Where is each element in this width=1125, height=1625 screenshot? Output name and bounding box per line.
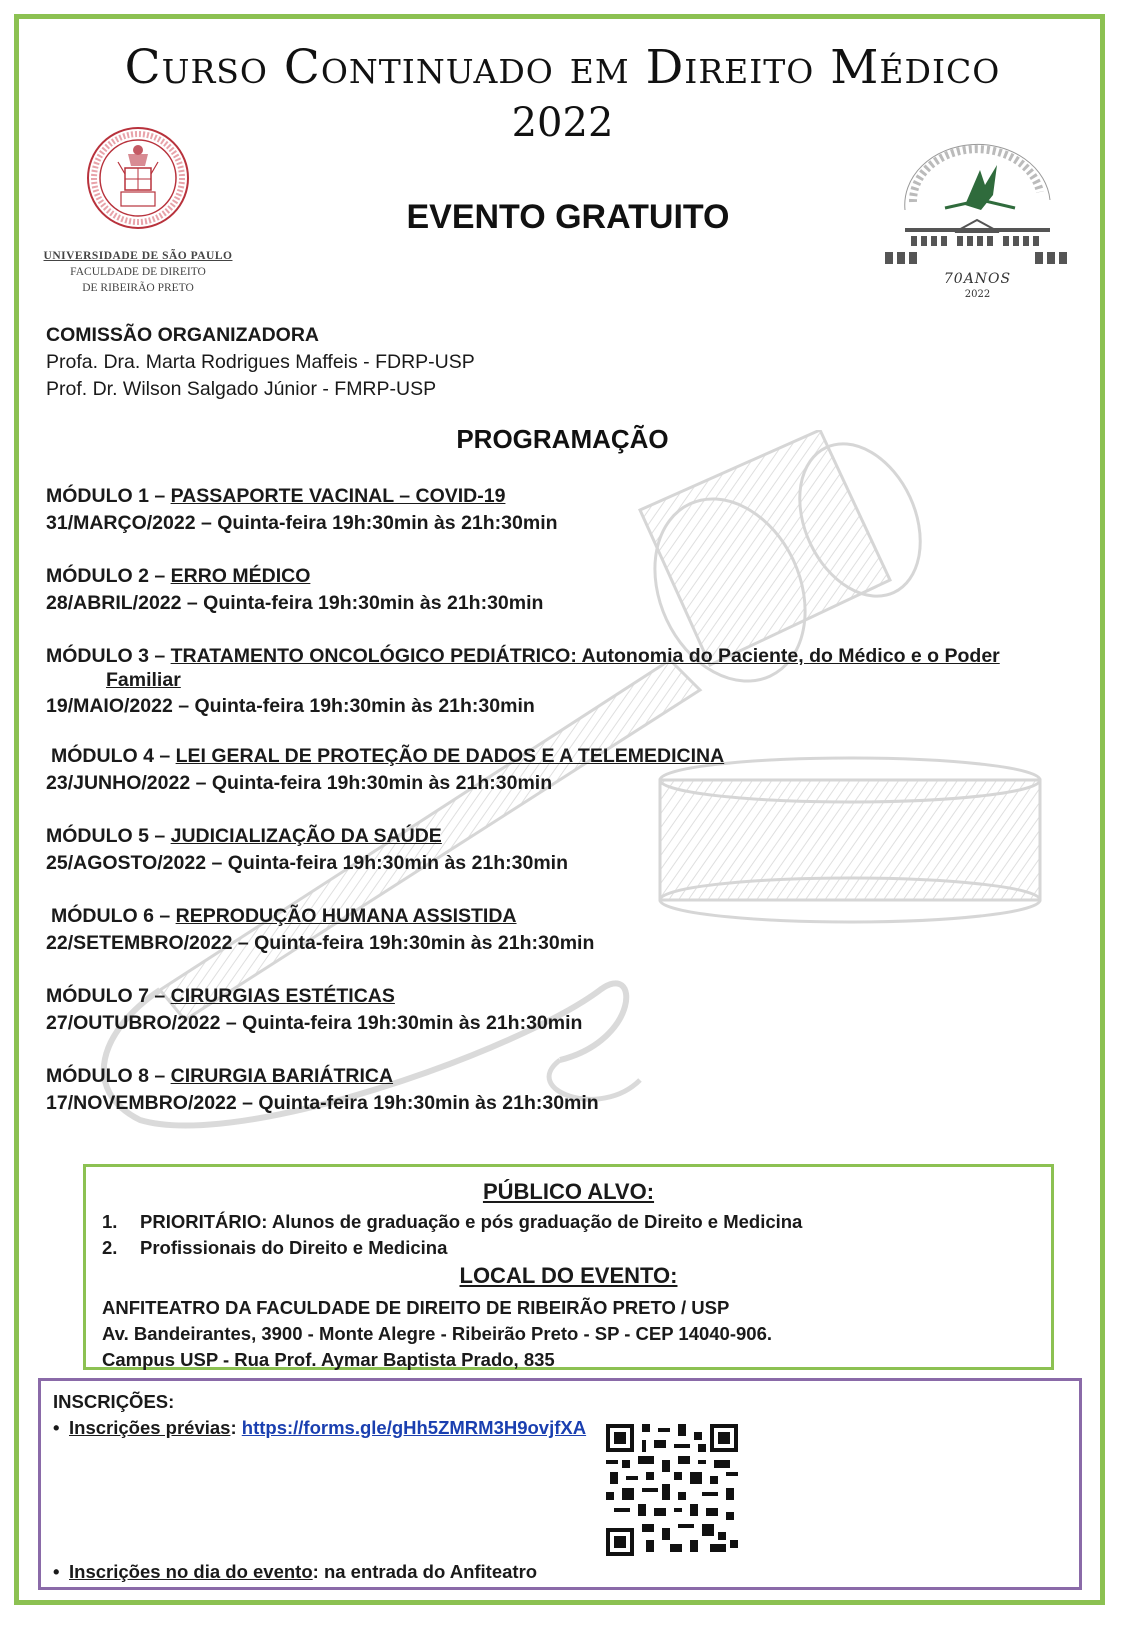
module-topic: JUDICIALIZAÇÃO DA SAÚDE [170,825,442,847]
module-topic: REPRODUÇÃO HUMANA ASSISTIDA [175,905,517,927]
module-label: MÓDULO 4 – [51,745,176,767]
module-label: MÓDULO 8 – [46,1065,171,1087]
location-campus: Campus USP - Rua Prof. Aymar Baptista Prado, 835 [102,1349,555,1370]
module-label: MÓDULO 1 – [46,485,171,507]
module-topic: CIRURGIA BARIÁTRICA [170,1065,394,1087]
module-date: 23/JUNHO/2022 – Quinta-feira 19h:30min às 21h:30min [46,772,553,794]
registration-link[interactable]: https://forms.gle/gHh5ZMRM3H9ovjfXA [241,1417,587,1438]
audience-item-number: 1. [102,1211,118,1232]
program-heading: PROGRAMAÇÃO [456,424,669,454]
location-street: Av. Bandeirantes, 3900 - Monte Alegre - Ribeirão Preto - SP - CEP 14040-906. [102,1323,773,1344]
audience-item-number: 2. [102,1237,118,1258]
registration-heading: INSCRIÇÕES: [53,1391,175,1412]
module-3 [46,644,1056,718]
location-venue: ANFITEATRO DA FACULDADE DE DIREITO DE RIBEIRÃO PRETO / USP [102,1297,730,1318]
module-topic: TRATAMENTO ONCOLÓGICO PEDIÁTRICO: Autonomia do Paciente, do Médico e o Poder [170,645,1000,667]
fdrp-seal-icon [83,126,193,236]
registration-box [38,1378,1082,1590]
committee-member: Profa. Dra. Marta Rodrigues Maffeis - FDRP-USP [46,351,475,373]
module-date: 28/ABRIL/2022 – Quinta-feira 19h:30min às 21h:30min [46,592,544,614]
on-site-registration-text: : na entrada do Anfiteatro [312,1561,538,1582]
module-4 [46,744,1061,795]
module-topic: LEI GERAL DE PROTEÇÃO DE DADOS E A TELEMEDICINA [175,745,725,767]
module-1 [46,484,1056,535]
faculty-city: DE RIBEIRÃO PRETO [82,282,194,294]
free-event-heading: EVENTO GRATUITO [406,198,730,236]
module-8 [46,1064,1056,1115]
committee-member: Prof. Dr. Wilson Salgado Júnior - FMRP-USP [46,378,437,400]
audience-item-text: Profissionais do Direito e Medicina [140,1237,448,1258]
audience-location-box [83,1164,1054,1370]
bullet-icon: • [53,1417,60,1438]
organizing-committee [46,322,475,403]
fmrp-building-eagle-icon [885,140,1070,270]
module-date: 17/NOVEMBRO/2022 – Quinta-feira 19h:30min às 21h:30min [46,1092,599,1114]
fdrp-usp-logo [38,126,238,296]
module-date: 25/AGOSTO/2022 – Quinta-feira 19h:30min às 21h:30min [46,852,569,874]
prior-registration-label: Inscrições prévias [69,1417,231,1438]
module-topic: ERRO MÉDICO [170,565,311,587]
module-label: MÓDULO 6 – [51,905,176,927]
module-date: 19/MAIO/2022 – Quinta-feira 19h:30min às 21h:30min [46,695,535,717]
committee-heading: COMISSÃO ORGANIZADORA [46,324,319,346]
audience-heading: PÚBLICO ALVO: [482,1179,655,1204]
module-2 [46,564,1056,615]
module-topic-continued: Familiar [106,669,181,691]
module-7 [46,984,1056,1035]
course-year: 2022 [511,100,614,146]
bullet-icon: • [53,1561,60,1582]
seventy-years-label: 70ANOS [943,271,1012,287]
module-topic: PASSAPORTE VACINAL – COVID-19 [170,485,506,507]
module-label: MÓDULO 2 – [46,565,171,587]
on-site-registration-label: Inscrições no dia do evento [69,1561,313,1582]
module-label: MÓDULO 3 – [46,645,171,667]
module-6 [46,904,1061,955]
module-date: 27/OUTUBRO/2022 – Quinta-feira 19h:30min às 21h:30min [46,1012,583,1034]
seventy-years-year: 2022 [964,289,991,300]
module-label: MÓDULO 5 – [46,825,171,847]
audience-item-text: PRIORITÁRIO: Alunos de graduação e pós graduação de Direito e Medicina [140,1211,803,1232]
module-date: 31/MARÇO/2022 – Quinta-feira 19h:30min às 21h:30min [46,512,558,534]
audience-item [102,1211,802,1233]
qr-code-icon[interactable] [606,1419,738,1561]
module-label: MÓDULO 7 – [46,985,171,1007]
course-title: Curso Continuado em Direito Médico [124,40,1001,95]
module-topic: CIRURGIAS ESTÉTICAS [170,985,395,1007]
module-5 [46,824,1056,875]
fmrp-70-anos-logo [885,140,1070,310]
prior-registration [53,1417,586,1439]
on-site-registration [53,1561,537,1583]
faculty-name: FACULDADE DE DIREITO [70,266,206,278]
location-address [102,1295,772,1373]
audience-item [102,1237,447,1259]
usp-name: UNIVERSIDADE DE SÃO PAULO [43,250,233,262]
location-heading: LOCAL DO EVENTO: [459,1263,678,1288]
prior-registration-separator: : [230,1417,242,1438]
module-date: 22/SETEMBRO/2022 – Quinta-feira 19h:30min às 21h:30min [46,932,595,954]
